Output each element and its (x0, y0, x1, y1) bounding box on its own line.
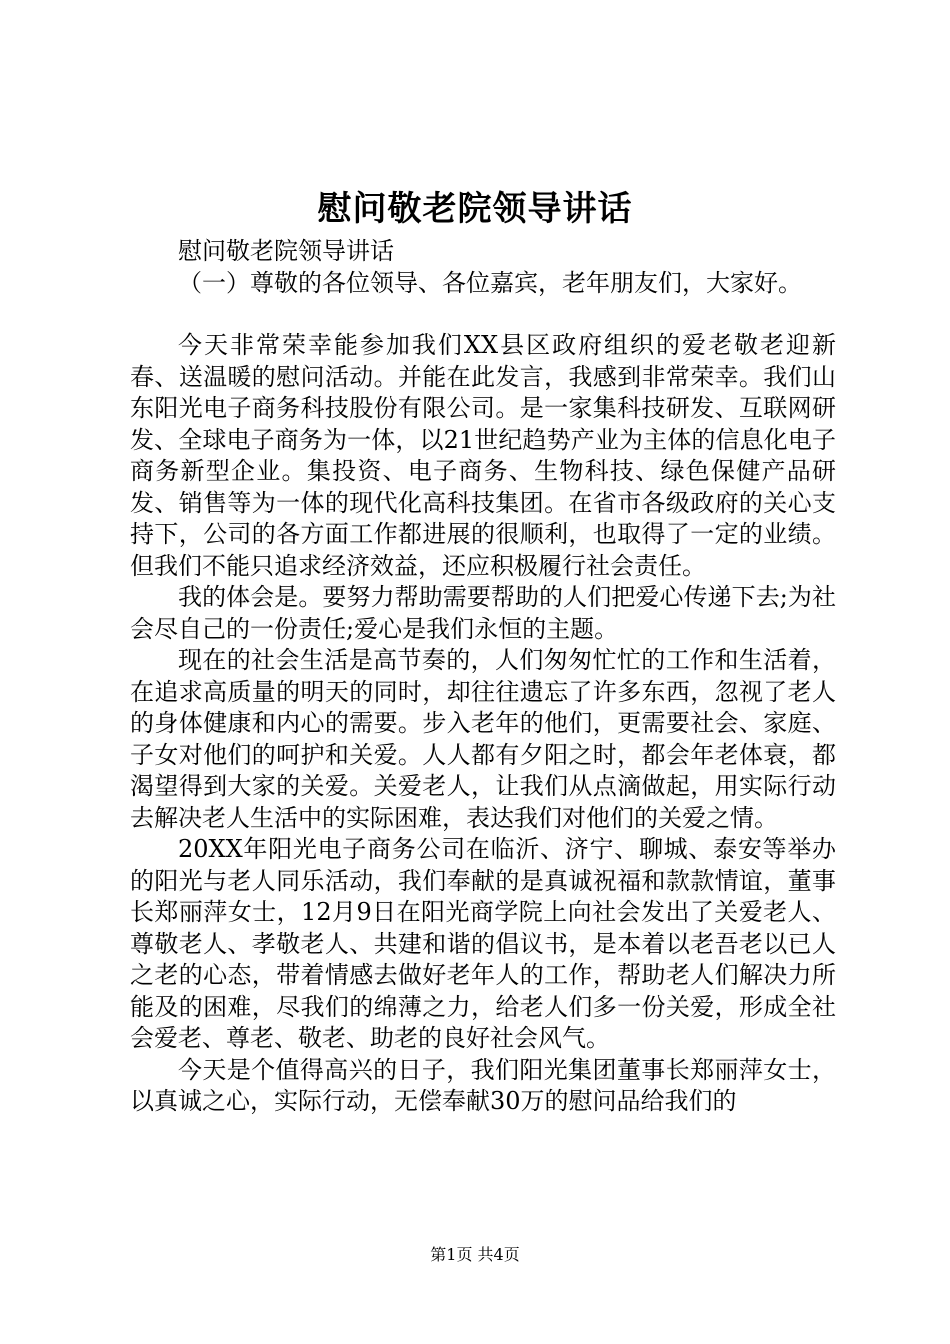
page-footer: 第1页 共4页 (430, 1245, 520, 1264)
body-paragraph: 今天非常荣幸能参加我们XX县区政府组织的爱老敬老迎新春、送温暖的慰问活动。并能在此发言，我感到非常荣幸。我们山东阳光电子商务科技股份有限公司。是一家集科技研发、互联网研发、全球电子商务为一体，以21世纪趋势产业为主体的信息化电子商务新型企业。集投资、电子商务、生物科技、绿色保健产品研发、销售等为一体的现代化高科技集团。在省市各级政府的关心支持下，公司的各方面工作都进展的很顺利，也取得了一定的业绩。但我们不能只追求经济效益，还应积极履行社会责任。 (130, 331, 836, 580)
greeting-line: （一）尊敬的各位领导、各位嘉宾，老年朋友们，大家好。 (178, 268, 802, 297)
body-paragraph: 我的体会是。要努力帮助需要帮助的人们把爱心传递下去;为社会尽自己的一份责任;爱心是我们永恒的主题。 (130, 583, 836, 643)
body-paragraph: 现在的社会生活是高节奏的，人们匆匆忙忙的工作和生活着，在追求高质量的明天的同时，却往往遗忘了许多东西，忽视了老人的身体健康和内心的需要。步入老年的他们，更需要社会、家庭、子女对他们的呵护和关爱。人人都有夕阳之时，都会年老体衰，都渴望得到大家的关爱。关爱老人，让我们从点滴做起，用实际行动去解决老人生活中的实际困难，表达我们对他们的关爱之情。 (130, 646, 836, 832)
document-subtitle: 慰问敬老院领导讲话 (178, 237, 394, 265)
body-paragraph: 今天是个值得高兴的日子，我们阳光集团董事长郑丽萍女士，以真诚之心，实际行动，无偿奉献30万的慰问品给我们的 (130, 1055, 836, 1115)
document-body (130, 236, 836, 1118)
body-paragraph: 20XX年阳光电子商务公司在临沂、济宁、聊城、泰安等举办的阳光与老人同乐活动，我们奉献的是真诚祝福和款款情谊，董事长郑丽萍女士，12月9日在阳光商学院上向社会发出了关爱老人、尊敬老人、孝敬老人、共建和谐的倡议书，是本着以老吾老以已人之老的心态，带着情感去做好老年人的工作，帮助老人们解决力所能及的困难，尽我们的绵薄之力，给老人们多一份关爱，形成全社会爱老、尊老、敬老、助老的良好社会风气。 (130, 835, 836, 1052)
document-title: 慰问敬老院领导讲话 (317, 189, 633, 229)
